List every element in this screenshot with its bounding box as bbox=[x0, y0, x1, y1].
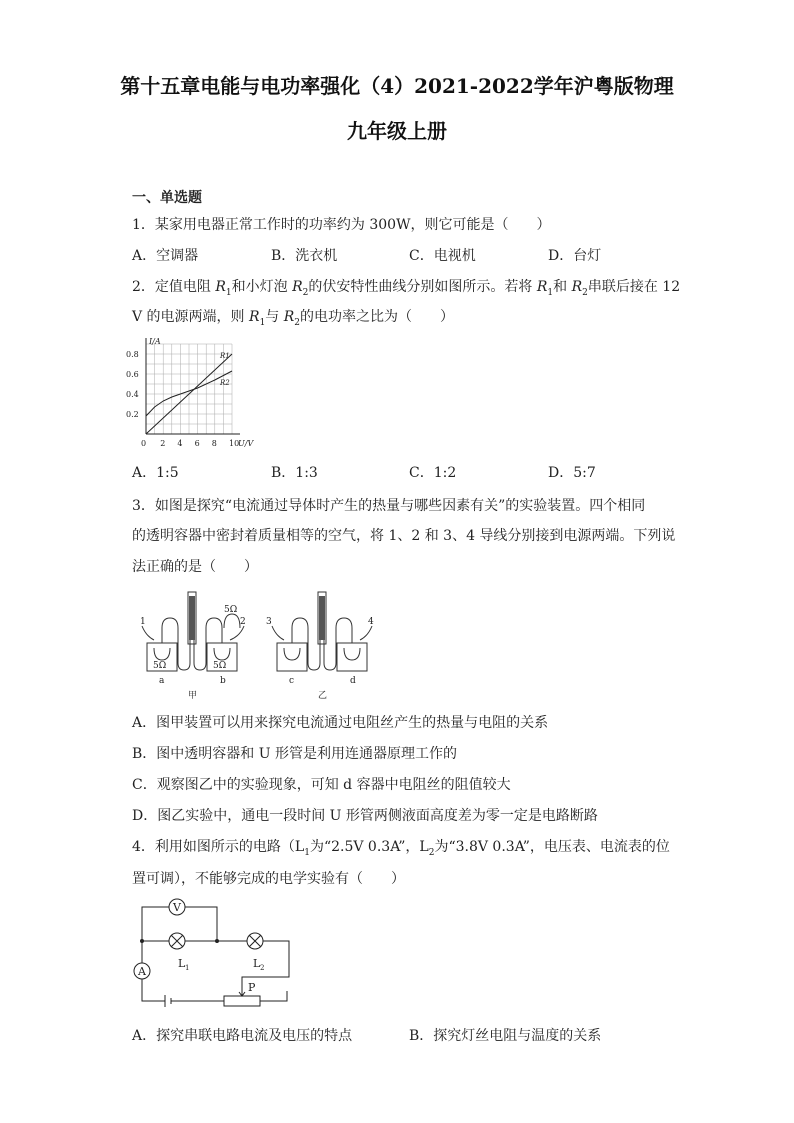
q3-heat-experiment-figure bbox=[132, 588, 382, 703]
x-tick-label: 2 bbox=[160, 439, 166, 448]
resistor-label-a: 5Ω bbox=[153, 661, 167, 671]
y-tick-label: 0.2 bbox=[126, 410, 139, 419]
x-tick-label: 4 bbox=[177, 439, 183, 448]
series-label-r1: R1 bbox=[220, 352, 230, 360]
y-axis-label: I/A bbox=[149, 337, 161, 346]
container-label-a: a bbox=[159, 676, 165, 686]
page-title-line-2: 九年级上册 bbox=[347, 119, 447, 143]
q1-option-c: C．电视机 bbox=[409, 248, 476, 264]
question-2-line-1: 2．定值电阻 $R_1$和小灯泡 $R_2$的伏安特性曲线分别如图所示。若将 $R_1$和 $R_2$串联后接在 12 bbox=[132, 279, 681, 298]
q1-option-a: A．空调器 bbox=[132, 248, 199, 264]
setup-label-yi: 乙 bbox=[318, 691, 328, 701]
container-c bbox=[277, 643, 307, 671]
q4-circuit-diagram bbox=[132, 895, 297, 1015]
question-4-line-1: 4．利用如图所示的电路（$L_1$为“2.5V 0.3A”，$L_2$为“3.8V 0.3A”，电压表、电流表的位 bbox=[132, 839, 670, 858]
question-1-text: 1．某家用电器正常工作时的功率约为 300W，则它可能是（ ） bbox=[132, 217, 551, 233]
y-tick-label: 0.4 bbox=[126, 390, 139, 399]
q1-option-b: B．洗衣机 bbox=[271, 248, 338, 264]
q4-option-b: B．探究灯丝电阻与温度的关系 bbox=[409, 1028, 602, 1044]
slider-label: P bbox=[248, 981, 256, 994]
ammeter-label: A bbox=[138, 965, 146, 978]
question-2-line-2: V 的电源两端，则 $R_1$与 $R_2$的电功率之比为（ ） bbox=[132, 309, 455, 328]
q2-option-a: A．1:5 bbox=[132, 465, 179, 481]
question-3-line-1: 3．如图是探究“电流通过导体时产生的热量与哪些因素有关”的实验装置。四个相同 bbox=[132, 498, 646, 514]
container-label-c: c bbox=[289, 676, 295, 686]
y-tick-label: 0.6 bbox=[126, 370, 139, 379]
lamp-l2-sub: 2 bbox=[260, 964, 265, 972]
question-3-line-2: 的透明容器中密封着质量相等的空气，将 1、2 和 3、4 导线分别接到电源两端。下列说 bbox=[132, 528, 676, 544]
q1-option-d: D．台灯 bbox=[548, 248, 602, 264]
resistor-label-b: 5Ω bbox=[213, 661, 227, 671]
x-tick-label: 10 bbox=[229, 439, 240, 448]
wire-label-4: 4 bbox=[368, 617, 374, 627]
wire-label-3: 3 bbox=[266, 617, 272, 627]
container-d bbox=[337, 643, 367, 671]
setup-label-jia: 甲 bbox=[188, 691, 198, 701]
question-4-line-2: 置可调），不能够完成的电学实验有（ ） bbox=[132, 871, 405, 887]
container-label-b: b bbox=[220, 676, 226, 686]
y-tick-label: 0.8 bbox=[126, 350, 139, 359]
x-axis-label: U/V bbox=[238, 439, 254, 448]
question-3-line-3: 法正确的是（ ） bbox=[132, 559, 258, 575]
container-label-d: d bbox=[350, 676, 356, 686]
x-tick-label: 8 bbox=[211, 439, 217, 448]
x-tick-label: 0 bbox=[141, 439, 147, 448]
page-title-line-1: 第十五章电能与电功率强化（4）2021-2022学年沪粤版物理 bbox=[120, 74, 674, 98]
q2-option-c: C．1:2 bbox=[409, 465, 457, 481]
chart-ticks bbox=[126, 350, 239, 448]
rheostat-symbol bbox=[224, 996, 260, 1006]
series-label-r2: R2 bbox=[220, 379, 230, 387]
lamp-l2-label: L bbox=[253, 957, 261, 970]
voltmeter-label: V bbox=[173, 901, 181, 914]
x-tick-label: 6 bbox=[194, 439, 200, 448]
q3-option-a: A．图甲装置可以用来探究电流通过电阻丝产生的热量与电阻的关系 bbox=[132, 715, 549, 731]
wire-label-1: 1 bbox=[140, 617, 146, 627]
q3-option-b: B．图中透明容器和 U 形管是利用连通器原理工作的 bbox=[132, 746, 457, 762]
resistor-label-external: 5Ω bbox=[224, 605, 238, 615]
section-heading: 一、单选题 bbox=[132, 190, 202, 206]
q2-option-d: D．5:7 bbox=[548, 465, 596, 481]
chart-axes bbox=[146, 337, 254, 448]
q3-option-d: D．图乙实验中，通电一段时间 U 形管两侧液面高度差为零一定是电路断路 bbox=[132, 808, 598, 824]
q2-option-b: B．1:3 bbox=[271, 465, 318, 481]
q4-option-a: A．探究串联电路电流及电压的特点 bbox=[132, 1028, 353, 1044]
q3-option-c: C．观察图乙中的实验现象，可知 d 容器中电阻丝的阻值较大 bbox=[132, 777, 511, 793]
q2-iv-chart bbox=[126, 334, 266, 450]
lamp-l1-label: L bbox=[178, 957, 186, 970]
lamp-l1-sub: 1 bbox=[185, 964, 190, 972]
wire-label-2: 2 bbox=[240, 617, 246, 627]
